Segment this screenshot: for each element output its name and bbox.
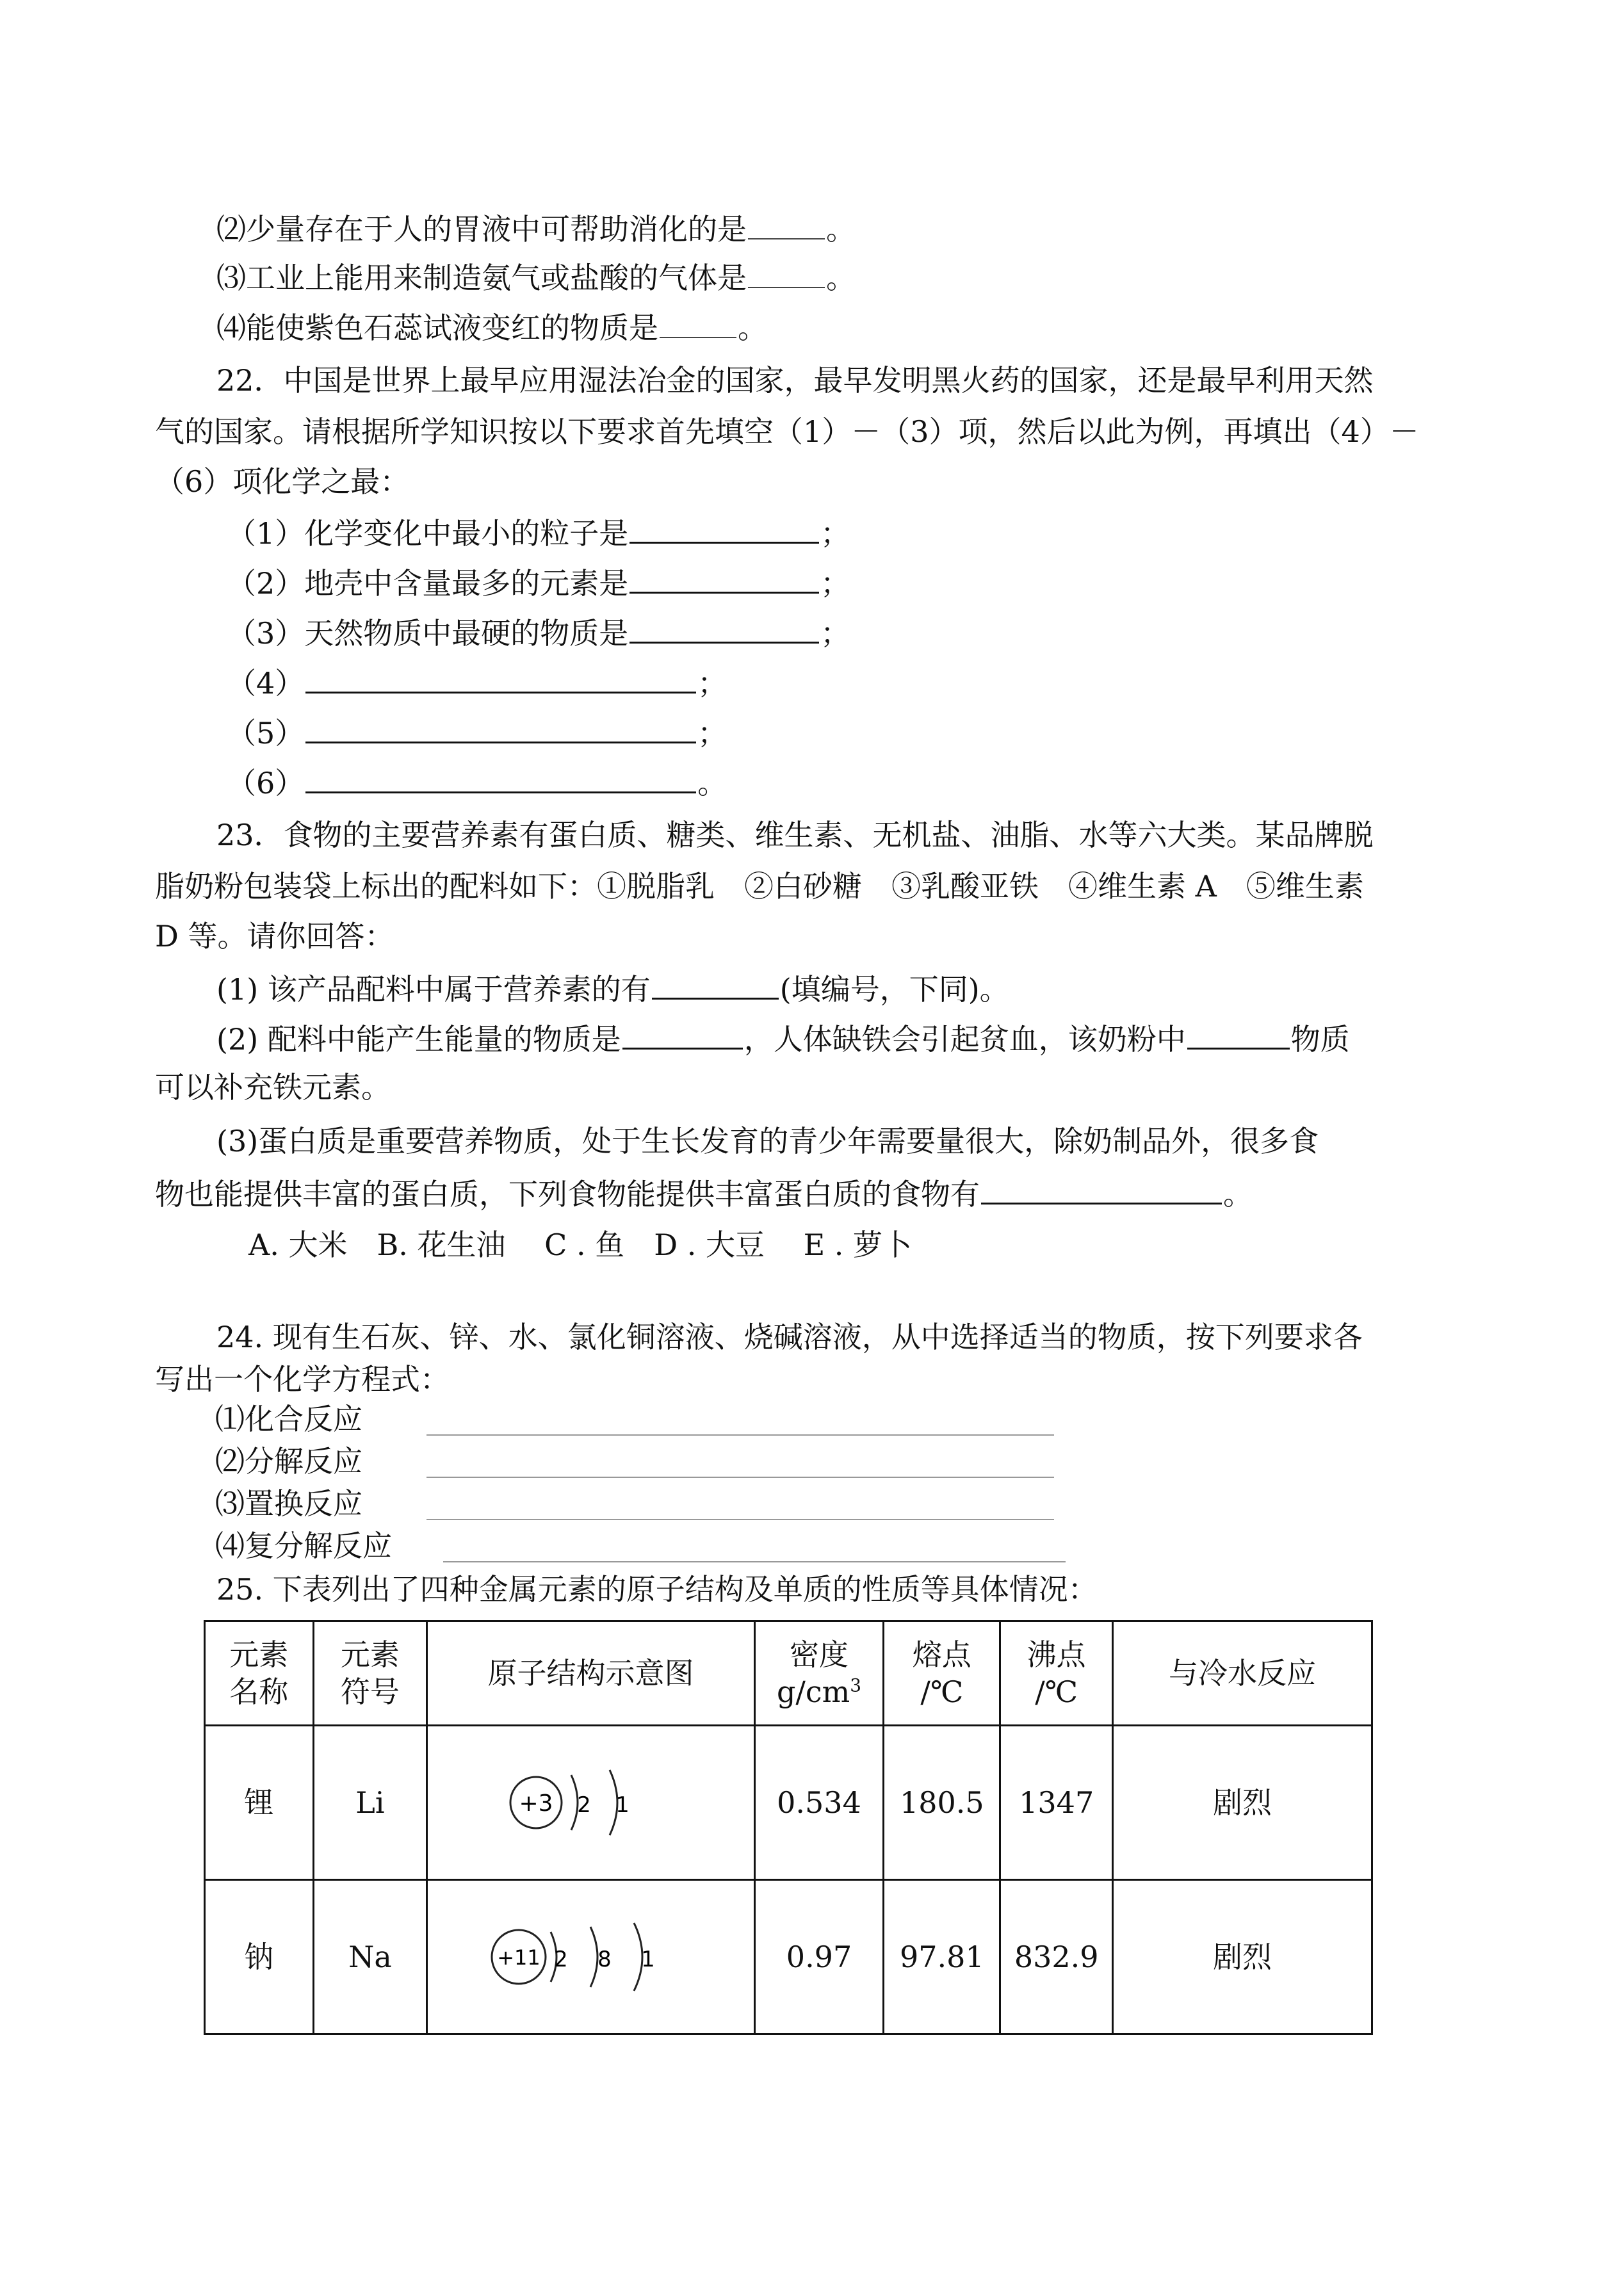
- q23-sub-1-note: (填编号，下同)。: [779, 972, 1009, 1007]
- element-table: [204, 1620, 1373, 2035]
- shell-electrons: 2: [554, 1947, 569, 1972]
- shell-electrons: 2: [577, 1792, 592, 1818]
- q22-line-1: 22．中国是世界上最早应用湿法冶金的国家，最早发明黑火药的国家，还是最早利用天然: [216, 363, 1374, 398]
- q23-sub-2: [216, 1018, 1350, 1058]
- table-row: [205, 1726, 1372, 1880]
- equation-line-4[interactable]: [443, 1561, 1066, 1562]
- cell-density: 0.97: [754, 1880, 884, 2034]
- answer-blank[interactable]: [305, 712, 696, 743]
- nucleus-charge: +11: [497, 1945, 541, 1970]
- q23-sub-3-line-2: [155, 1173, 1253, 1213]
- cell-element-name: 锂: [205, 1726, 314, 1880]
- q23-line-2: 脂奶粉包装袋上标出的配料如下：①脱脂乳 ②白砂糖 ③乳酸亚铁 ④维生素 A ⑤维生素: [155, 869, 1364, 904]
- q23-line-1: 23．食物的主要营养素有蛋白质、糖类、维生素、无机盐、油脂、水等六大类。某品牌脱: [216, 818, 1374, 852]
- q23-sub-2-line-2: 可以补充铁元素。: [155, 1070, 391, 1105]
- q23-sub-2-mid: ，人体缺铁会引起贫血，该奶粉中: [743, 1022, 1186, 1057]
- answer-blank[interactable]: [305, 662, 696, 693]
- q22-line-3: （6）项化学之最：: [155, 464, 410, 499]
- answer-blank[interactable]: [1187, 1018, 1290, 1050]
- q24-reaction-4: ⑷复分解反应: [215, 1529, 392, 1563]
- cell-atomic-structure: [427, 1880, 754, 2034]
- header-melting-point: 熔点 /℃: [884, 1621, 1000, 1726]
- cell-boiling-point: 1347: [1000, 1726, 1113, 1880]
- cell-melting-point: 97.81: [884, 1880, 1000, 2034]
- sodium-atom-diagram-icon: [488, 1915, 693, 1999]
- cell-melting-point: 180.5: [884, 1726, 1000, 1880]
- q23-sub-2-text: (2) 配料中能产生能量的物质是: [216, 1022, 621, 1057]
- cell-water-reaction: 剧烈: [1113, 1726, 1372, 1880]
- answer-blank[interactable]: [629, 512, 819, 544]
- q22-item-5-text: （5）: [227, 716, 305, 750]
- equation-line-3[interactable]: [426, 1519, 1054, 1520]
- semicolon: ；: [820, 516, 850, 551]
- answer-blank[interactable]: [629, 562, 819, 594]
- q25-intro: 25. 下表列出了四种金属元素的原子结构及单质的性质等具体情况：: [216, 1572, 1098, 1607]
- cell-element-symbol: Li: [313, 1726, 427, 1880]
- header-density: 密度 $g/cm^3$: [754, 1621, 884, 1726]
- shell-electrons: 1: [641, 1947, 656, 1972]
- q24-reaction-1: ⑴化合反应: [215, 1402, 362, 1436]
- table-header-row: [205, 1621, 1372, 1726]
- q22-item-5: [227, 712, 727, 752]
- q21-item-2-text: ⑵少量存在于人的胃液中可帮助消化的是: [216, 212, 747, 247]
- q23-sub-3-text: 物也能提供丰富的蛋白质，下列食物能提供丰富蛋白质的食物有: [155, 1177, 980, 1212]
- nucleus-charge: +3: [519, 1790, 553, 1817]
- header-water-reaction: 与冷水反应: [1113, 1621, 1372, 1726]
- q22-item-6-text: （6）: [227, 766, 305, 800]
- q22-item-6: [227, 762, 727, 802]
- q23-sub-3-end: 。: [1223, 1177, 1253, 1212]
- semicolon: ；: [820, 566, 850, 601]
- q23-sub-1-text: (1) 该产品配料中属于营养素的有: [216, 972, 651, 1007]
- semicolon: ；: [697, 716, 727, 750]
- header-boiling-point: 沸点 /℃: [1000, 1621, 1113, 1726]
- answer-blank[interactable]: [748, 257, 825, 288]
- q21-item-3: [216, 257, 856, 297]
- q22-item-2-text: （2）地壳中含量最多的元素是: [227, 566, 629, 601]
- shell-electrons: 8: [597, 1947, 612, 1972]
- q22-item-1-text: （1）化学变化中最小的粒子是: [227, 516, 629, 551]
- q22-line-2: 气的国家。请根据所学知识按以下要求首先填空（1）－（3）项，然后以此为例，再填出（4）－: [155, 414, 1419, 449]
- cell-element-symbol: Na: [313, 1880, 427, 2034]
- q21-item-4-text: ⑷能使紫色石蕊试液变红的物质是: [216, 311, 658, 345]
- answer-blank[interactable]: [652, 968, 779, 1000]
- header-atomic-structure: 原子结构示意图: [427, 1621, 754, 1726]
- answer-blank[interactable]: [629, 612, 819, 644]
- header-element-name: 元素 名称: [205, 1621, 314, 1726]
- q23-sub-3-line-1: (3)蛋白质是重要营养物质，处于生长发育的青少年需要量很大，除奶制品外，很多食: [216, 1124, 1319, 1158]
- cell-water-reaction: 剧烈: [1113, 1880, 1372, 2034]
- q22-item-2: [227, 562, 850, 603]
- q21-item-4: [216, 307, 767, 347]
- q21-item-2-end: 。: [826, 212, 856, 247]
- q24-reaction-3: ⑶置换反应: [215, 1486, 362, 1521]
- q21-item-3-text: ⑶工业上能用来制造氨气或盐酸的气体是: [216, 261, 747, 295]
- q22-item-3: [227, 612, 850, 653]
- header-element-symbol: 元素 符号: [313, 1621, 427, 1726]
- q23-options: A. 大米 B. 花生油 C . 鱼 D . 大豆 E . 萝卜: [248, 1228, 913, 1262]
- q23-sub-1: [216, 968, 1009, 1009]
- cell-atomic-structure: [427, 1726, 754, 1880]
- cell-element-name: 钠: [205, 1880, 314, 2034]
- q23-line-3: D 等。请你回答：: [155, 919, 394, 953]
- q22-item-3-text: （3）天然物质中最硬的物质是: [227, 616, 629, 651]
- semicolon: ；: [820, 616, 850, 651]
- answer-blank[interactable]: [622, 1018, 743, 1050]
- shell-electrons: 1: [615, 1792, 630, 1818]
- q22-item-4-text: （4）: [227, 666, 305, 701]
- equation-line-1[interactable]: [426, 1434, 1054, 1436]
- period: 。: [697, 766, 727, 800]
- answer-blank[interactable]: [981, 1173, 1222, 1204]
- q23-sub-2-end: 物质: [1290, 1022, 1350, 1057]
- q22-item-4: [227, 662, 727, 702]
- q21-item-2: [216, 209, 856, 248]
- cell-density: 0.534: [754, 1726, 884, 1880]
- equation-line-2[interactable]: [426, 1477, 1054, 1478]
- q21-item-3-end: 。: [826, 261, 856, 295]
- q21-item-4-end: 。: [738, 311, 767, 345]
- q24-reaction-2: ⑵分解反应: [215, 1444, 362, 1479]
- q22-item-1: [227, 512, 850, 553]
- answer-blank[interactable]: [748, 209, 825, 239]
- semicolon: ；: [697, 666, 727, 701]
- table-row: [205, 1880, 1372, 2034]
- q24-line-1: 24. 现有生石灰、锌、水、氯化铜溶液、烧碱溶液，从中选择适当的物质，按下列要求各: [216, 1320, 1363, 1354]
- lithium-atom-diagram-icon: [507, 1761, 674, 1844]
- q24-line-2: 写出一个化学方程式：: [155, 1362, 450, 1397]
- cell-boiling-point: 832.9: [1000, 1880, 1113, 2034]
- answer-blank[interactable]: [305, 762, 696, 793]
- answer-blank[interactable]: [660, 307, 736, 338]
